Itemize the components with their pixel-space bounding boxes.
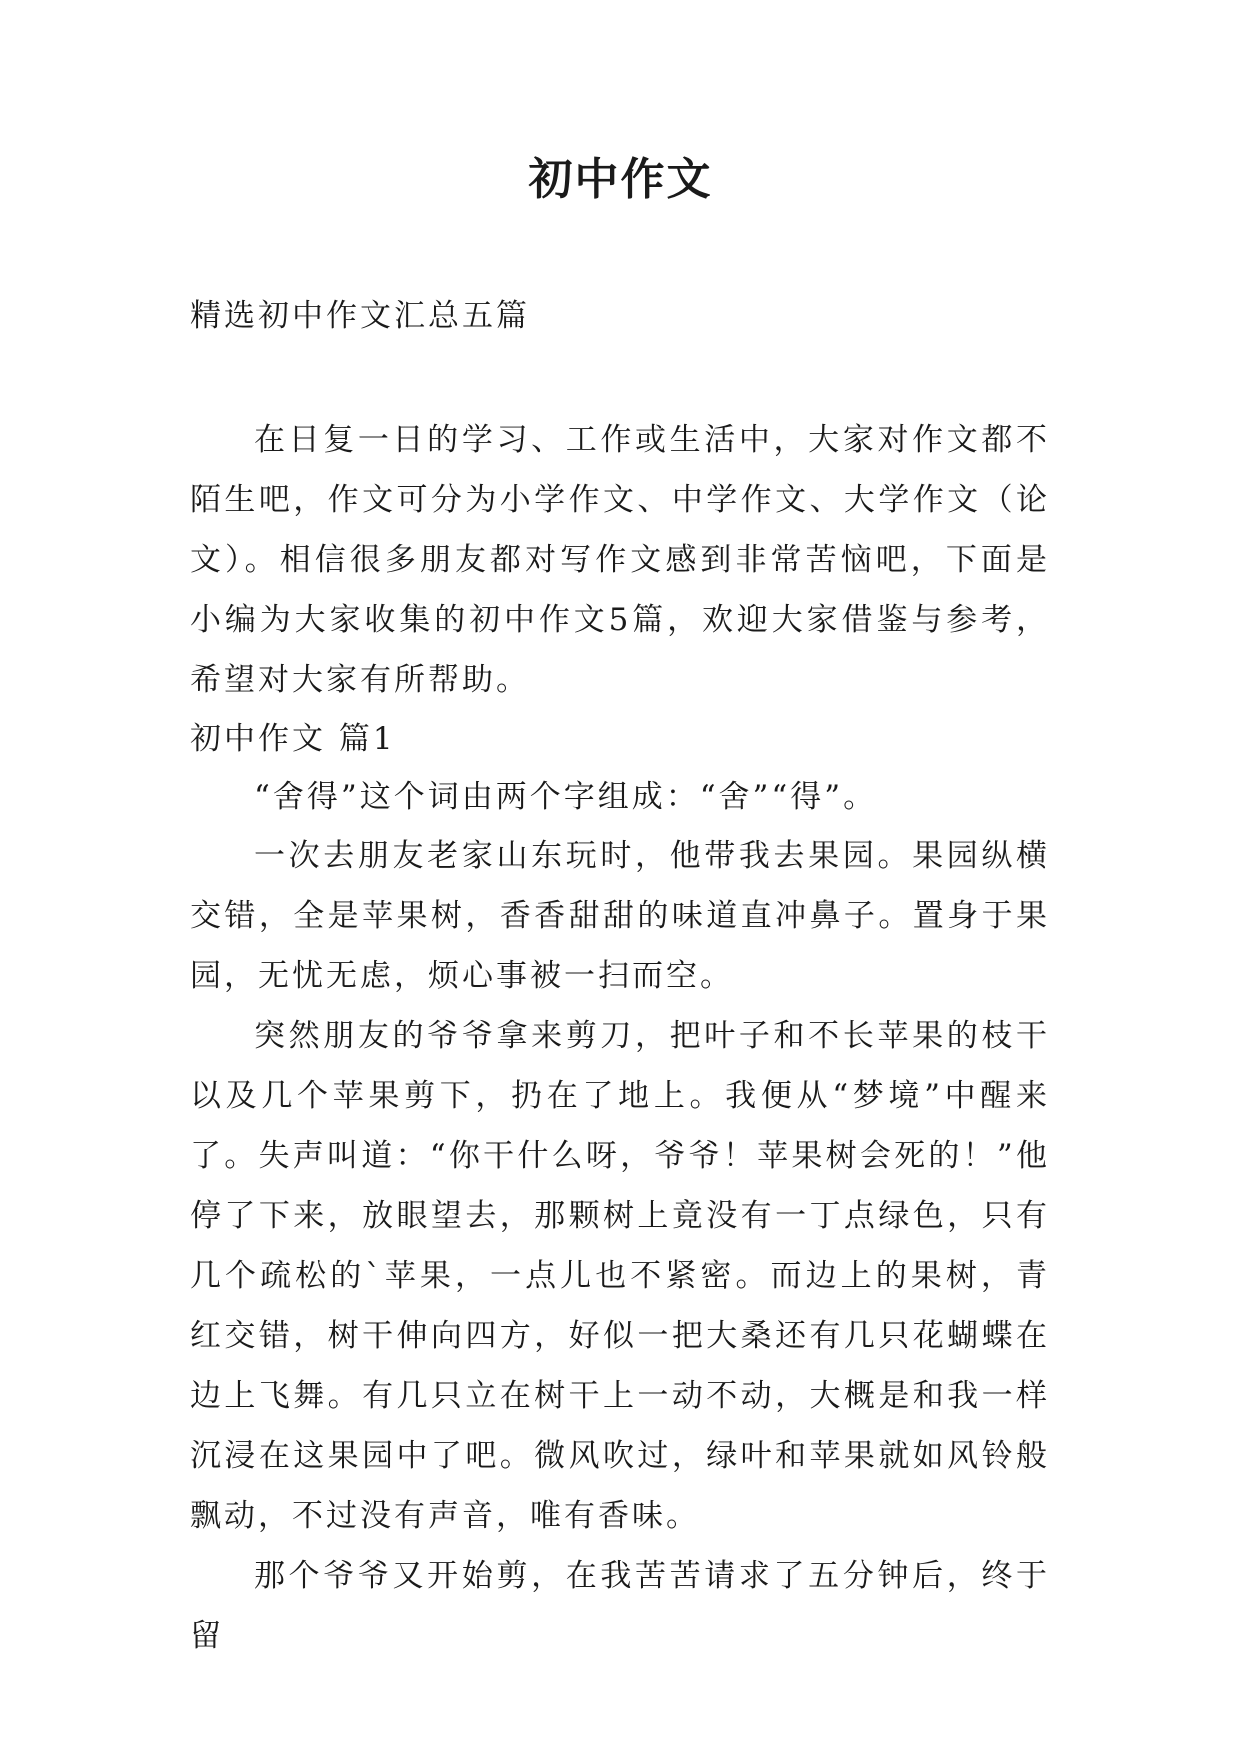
essay-paragraph: 突然朋友的爷爷拿来剪刀，把叶子和不长苹果的枝干以及几个苹果剪下，扔在了地上。我便从“梦境”中醒来了。失声叫道：“你干什么呀，爷爷！苹果树会死的！”他停了下来，放眼望去，那颗树上竟没有一丁点绿色，只有几个疏松的`苹果，一点儿也不紧密。而边上的果树，青红交错，树干伸向四方，好似一把大桑还有几只花蝴蝶在边上飞舞。有几只立在树干上一动不动，大概是和我一样沉浸在这果园中了吧。微风吹过，绿叶和苹果就如风铃般飘动，不过没有声音，唯有香味。 bbox=[190, 1018, 1050, 1534]
spacer bbox=[190, 346, 1050, 410]
document-title: 初中作文 bbox=[528, 154, 713, 205]
section-heading: 初中作文 篇1 bbox=[190, 721, 396, 757]
essay-paragraph: 一次去朋友老家山东玩时，他带我去果园。果园纵横交错，全是苹果树，香香甜甜的味道直冲鼻子。置身于果园，无忧无虑，烦心事被一扫而空。 bbox=[190, 838, 1050, 994]
intro-paragraph: 在日复一日的学习、工作或生活中，大家对作文都不陌生吧，作文可分为小学作文、中学作文、大学作文（论文）。相信很多朋友都对写作文感到非常苦恼吧，下面是小编为大家收集的初中作文5篇，欢迎大家借鉴与参考，希望对大家有所帮助。 bbox=[190, 422, 1050, 698]
essay-paragraph: “舍得”这个词由两个字组成：“舍”“得”。 bbox=[254, 779, 878, 815]
essay-paragraph: 那个爷爷又开始剪，在我苦苦请求了五分钟后，终于留 bbox=[190, 1558, 1050, 1654]
document-body bbox=[190, 286, 1050, 1666]
document-subtitle: 精选初中作文汇总五篇 bbox=[190, 298, 530, 334]
